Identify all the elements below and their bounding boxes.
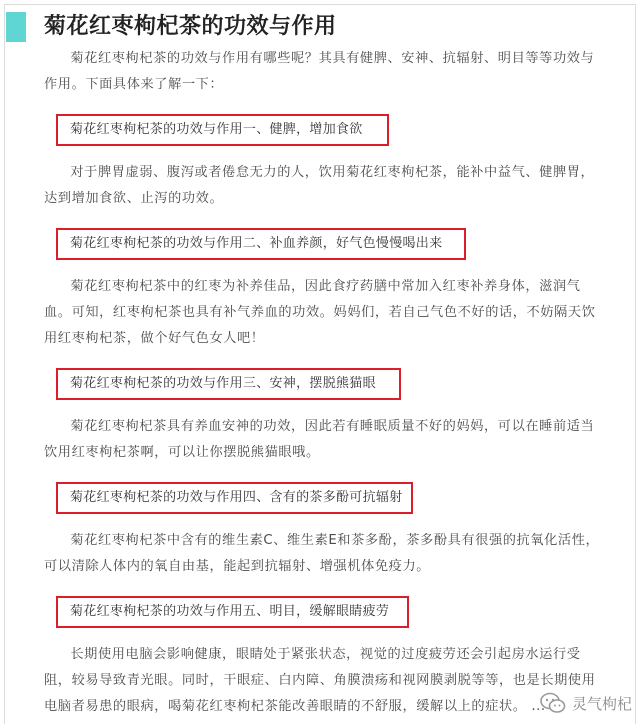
section-heading-5: 菊花红枣枸杞茶的功效与作用五、明目，缓解眼睛疲劳 <box>56 596 409 628</box>
wechat-icon <box>540 692 566 714</box>
section-heading-4: 菊花红枣枸杞茶的功效与作用四、含有的茶多酚可抗辐射 <box>56 482 413 514</box>
section-body-5: 长期使用电脑会影响健康，眼睛处于紧张状态，视觉的过度疲劳还会引起房水运行受阻，较易导致青光眼。同时，干眼症、白内障、角膜溃疡和视网膜剥脱等等，也是长期使用电脑者易患的眼病，喝菊花红枣枸杞茶能改善眼睛的不舒服，缓解以上的症状。 ... <box>44 647 596 714</box>
section-body-4: 菊花红枣枸杞茶中含有的维生素C、维生素E和茶多酚，茶多酚具有很强的抗氧化活性，可以清除人体内的氧自由基，能起到抗辐射、增强机体免疫力。 <box>44 533 600 574</box>
section-body-3: 菊花红枣枸杞茶具有养血安神的功效，因此若有睡眠质量不好的妈妈，可以在睡前适当饮用红枣枸杞茶啊，可以让你摆脱熊猫眼哦。 <box>44 419 595 460</box>
article-title: 菊花红枣枸杞茶的功效与作用 <box>44 14 337 39</box>
section-body-2: 菊花红枣枸杞茶中的红枣为补养佳品，因此食疗药膳中常加入红枣补养身体，滋润气血。可知，红枣枸杞茶也具有补气养血的功效。妈妈们，若自己气色不好的话，不妨隔天饮用红枣枸杞茶，做个好气色女人吧！ <box>44 279 596 346</box>
intro-paragraph: 菊花红枣枸杞茶的功效与作用有哪些呢？其具有健脾、安神、抗辐射、明目等等功效与作用。下面具体来了解一下： <box>44 51 595 92</box>
section-heading-3: 菊花红枣枸杞茶的功效与作用三、安神，摆脱熊猫眼 <box>56 368 401 400</box>
watermark-text: 灵气枸杞 <box>571 694 632 713</box>
section-heading-2: 菊花红枣枸杞茶的功效与作用二、补血养颜，好气色慢慢喝出来 <box>56 228 466 260</box>
watermark <box>540 692 632 714</box>
section-body-1: 对于脾胃虚弱、腹泻或者倦怠无力的人，饮用菊花红枣枸杞茶，能补中益气、健脾胃，达到增加食欲、止泻的功效。 <box>44 165 595 206</box>
title-accent-bar <box>6 12 26 42</box>
section-heading-1: 菊花红枣枸杞茶的功效与作用一、健脾，增加食欲 <box>56 114 389 146</box>
